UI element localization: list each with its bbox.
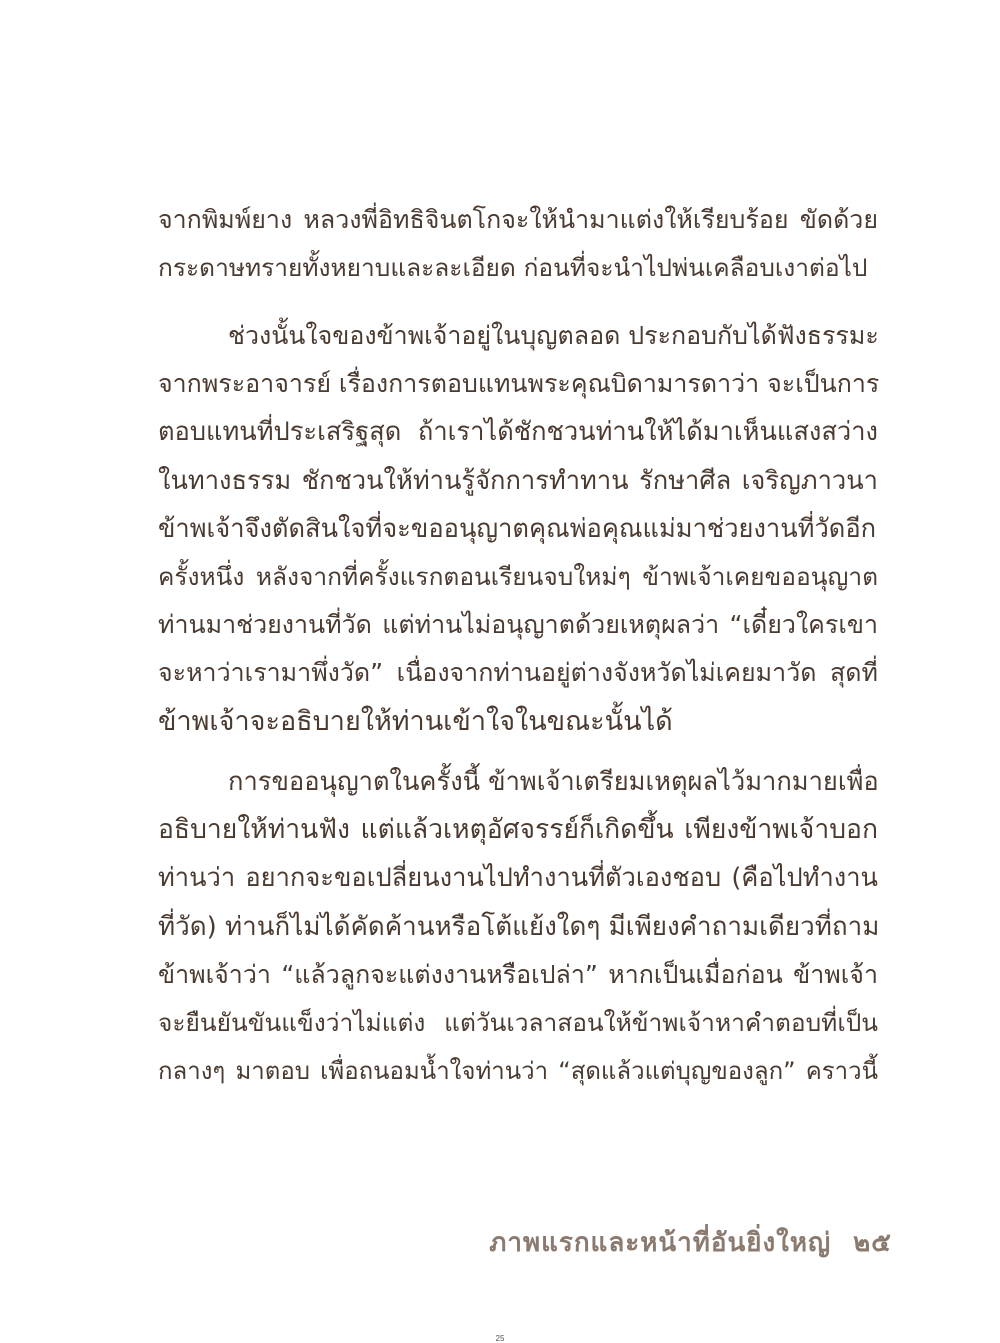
running-title: ภาพแรกและหน้าที่อันยิ่งใหญ่ (489, 1228, 832, 1258)
paragraph-3 (158, 758, 878, 1095)
paragraph-1 (158, 196, 878, 292)
paragraph-3-line-7: กลางๆ มาตอบ เพื่อถนอมน้ำใจท่านว่า “สุดแล้วแต่บุญของลูก” คราวนี้ (158, 1057, 878, 1086)
paragraph-2-line-1: ช่วงนั้นใจของข้าพเจ้าอยู่ในบุญตลอด ประกอบกับได้ฟังธรรมะ (228, 321, 879, 350)
paragraph-2 (158, 312, 878, 746)
paragraph-2-line-3: ตอบแทนที่ประเสริฐสุด ถ้าเราได้ชักชวนท่านให้ได้มาเห็นแสงสว่าง (158, 417, 878, 448)
paragraph-2-line-9: ข้าพเจ้าจะอธิบายให้ท่านเข้าใจในขณะนั้นได้ (158, 705, 673, 737)
paragraph-2-line-6: ครั้งหนึ่ง หลังจากที่ครั้งแรกตอนเรียนจบใหม่ๆ ข้าพเจ้าเคยขออนุญาต (158, 561, 878, 591)
paragraph-3-line-3: ท่านว่า อยากจะขอเปลี่ยนงานไปทำงานที่ตัวเองชอบ (คือไปทำงาน (158, 863, 878, 894)
paragraph-2-line-5: ข้าพเจ้าจึงตัดสินใจที่จะขออนุญาตคุณพ่อคุณแม่มาช่วยงานที่วัดอีก (158, 513, 877, 544)
print-page-number: 25 (495, 1334, 505, 1343)
paragraph-3-line-2: อธิบายให้ท่านฟัง แต่แล้วเหตุอัศจรรย์ก็เกิดขึ้น เพียงข้าพเจ้าบอก (158, 814, 878, 846)
paragraph-3-line-6: จะยืนยันขันแข็งว่าไม่แต่ง แต่วันเวลาสอนให้ข้าพเจ้าหาคำตอบที่เป็น (158, 1007, 878, 1037)
paragraph-2-line-2: จากพระอาจารย์ เรื่องการตอบแทนพระคุณบิดามารดาว่า จะเป็นการ (158, 369, 880, 399)
paragraph-3-line-1: การขออนุญาตในครั้งนี้ ข้าพเจ้าเตรียมเหตุผลไว้มากมายเพื่อ (228, 767, 879, 797)
paragraph-2-line-7: ท่านมาช่วยงานที่วัด แต่ท่านไม่อนุญาตด้วยเหตุผลว่า “เดี๋ยวใครเขา (158, 610, 878, 640)
paragraph-1-line-1: จากพิมพ์ยาง หลวงพี่อิทธิจินตโกจะให้นำมาแต่งให้เรียบร้อย ขัดด้วย (158, 205, 878, 234)
paragraph-3-line-5: ข้าพเจ้าว่า “แล้วลูกจะแต่งงานหรือเปล่า” หากเป็นเมื่อก่อน ข้าพเจ้า (158, 959, 878, 989)
footer-page-number: ๒๕ (853, 1228, 892, 1258)
paragraph-1-line-2: กระดาษทรายทั้งหยาบและละเอียด ก่อนที่จะนำไปพ่นเคลือบเงาต่อไป (158, 253, 868, 283)
running-footer (489, 1222, 892, 1263)
paragraph-2-line-8: จะหาว่าเรามาพึ่งวัด” เนื่องจากท่านอยู่ต่างจังหวัดไม่เคยมาวัด สุดที่ (158, 658, 878, 688)
paragraph-3-line-4: ที่วัด) ท่านก็ไม่ได้คัดค้านหรือโต้แย้งใดๆ มีเพียงคำถามเดียวที่ถาม (158, 911, 880, 942)
paragraph-2-line-4: ในทางธรรม ชักชวนให้ท่านรู้จักการทำทาน รักษาศีล เจริญภาวนา (158, 465, 878, 496)
